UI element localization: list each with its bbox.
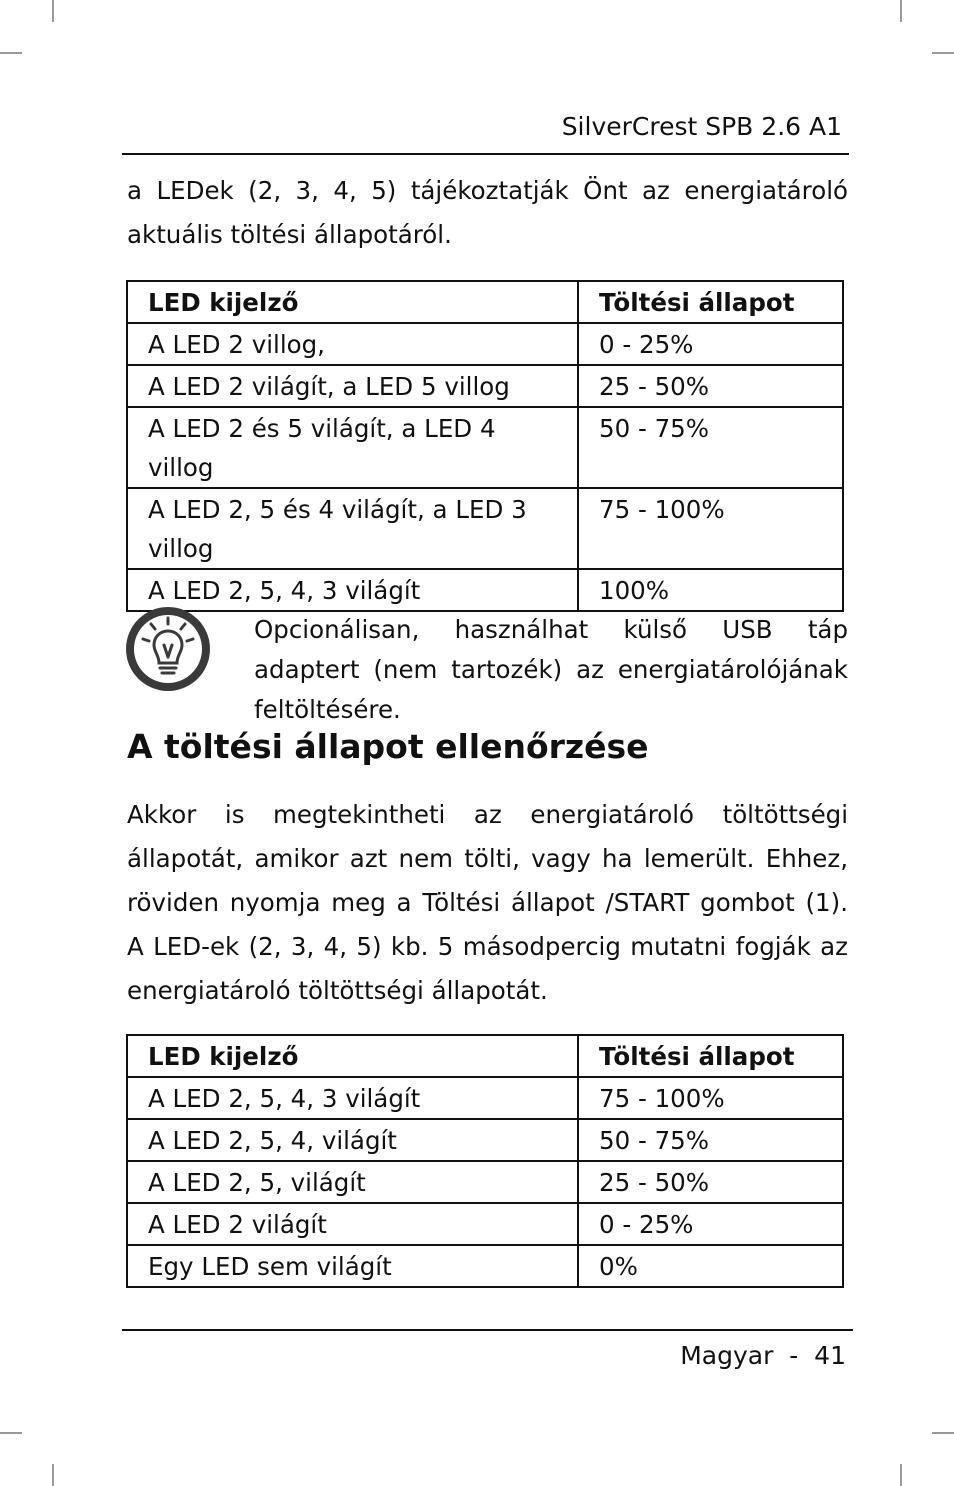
footer-rule	[122, 1329, 853, 1331]
crop-mark	[900, 1464, 902, 1486]
status-cell: 75 - 100%	[578, 1077, 843, 1119]
table-header-row	[127, 1035, 843, 1077]
status-cell: 0 - 25%	[578, 323, 843, 365]
header-rule	[122, 153, 849, 155]
intro-paragraph: a LEDek (2, 3, 4, 5) tájékoztatják Önt az energiatároló aktuális töltési állapotáról.	[127, 176, 848, 249]
crop-mark	[0, 52, 22, 54]
table-row	[127, 488, 843, 569]
lightbulb-icon	[124, 605, 212, 693]
table-row	[127, 1077, 843, 1119]
status-cell: 0%	[578, 1245, 843, 1287]
table-row	[127, 1203, 843, 1245]
led-status-table-2	[126, 1034, 844, 1288]
status-cell: 75 - 100%	[578, 488, 843, 569]
section-title: A töltési állapot ellenőrzése	[127, 727, 649, 766]
table-row	[127, 1245, 843, 1287]
table-row	[127, 365, 843, 407]
crop-mark	[932, 1432, 954, 1434]
table-row	[127, 407, 843, 488]
led-cell: A LED 2 villog,	[127, 323, 578, 365]
led-cell: A LED 2, 5, világít	[127, 1161, 578, 1203]
led-cell: A LED 2, 5, 4, világít	[127, 1119, 578, 1161]
section-paragraph: Akkor is megtekintheti az energiatároló töltöttségi állapotát, amikor azt nem tölti, vagy ha lemerült. Ehhez, röviden nyomja meg a Töltési állapot /START gombot (1). A LED-ek (2, 3, 4, 5) kb. 5 másodpercig mutatni fogják az energiatároló töltöttségi állapotát.	[127, 800, 848, 1005]
led-cell: A LED 2, 5, 4, 3 világít	[127, 569, 578, 611]
status-cell: 25 - 50%	[578, 1161, 843, 1203]
tip-paragraph: Opcionálisan, használhat külső USB táp adaptert (nem tartozék) az energiatárolójának feltöltésére.	[254, 615, 848, 724]
led-cell: A LED 2, 5, 4, 3 világít	[127, 1077, 578, 1119]
table-row	[127, 323, 843, 365]
column-header-led: LED kijelző	[127, 1035, 578, 1077]
crop-mark	[0, 1432, 22, 1434]
led-cell: A LED 2, 5 és 4 világít, a LED 3 villog	[127, 488, 578, 569]
status-cell: 50 - 75%	[578, 407, 843, 488]
table-header-row	[127, 281, 843, 323]
led-cell: Egy LED sem világít	[127, 1245, 578, 1287]
table-row	[127, 1161, 843, 1203]
led-cell: A LED 2 világít, a LED 5 villog	[127, 365, 578, 407]
table-row	[127, 1119, 843, 1161]
crop-mark	[900, 0, 902, 22]
column-header-status: Töltési állapot	[578, 1035, 843, 1077]
table-row	[127, 569, 843, 611]
crop-mark	[52, 0, 54, 22]
status-cell: 100%	[578, 569, 843, 611]
status-cell: 25 - 50%	[578, 365, 843, 407]
column-header-status: Töltési állapot	[578, 281, 843, 323]
status-cell: 0 - 25%	[578, 1203, 843, 1245]
status-cell: 50 - 75%	[578, 1119, 843, 1161]
led-status-table-1	[126, 280, 844, 612]
crop-mark	[52, 1464, 54, 1486]
page-header-title: SilverCrest SPB 2.6 A1	[561, 112, 842, 141]
crop-mark	[932, 52, 954, 54]
page-footer: Magyar - 41	[680, 1341, 846, 1370]
led-cell: A LED 2 és 5 világít, a LED 4 villog	[127, 407, 578, 488]
led-cell: A LED 2 világít	[127, 1203, 578, 1245]
column-header-led: LED kijelző	[127, 281, 578, 323]
